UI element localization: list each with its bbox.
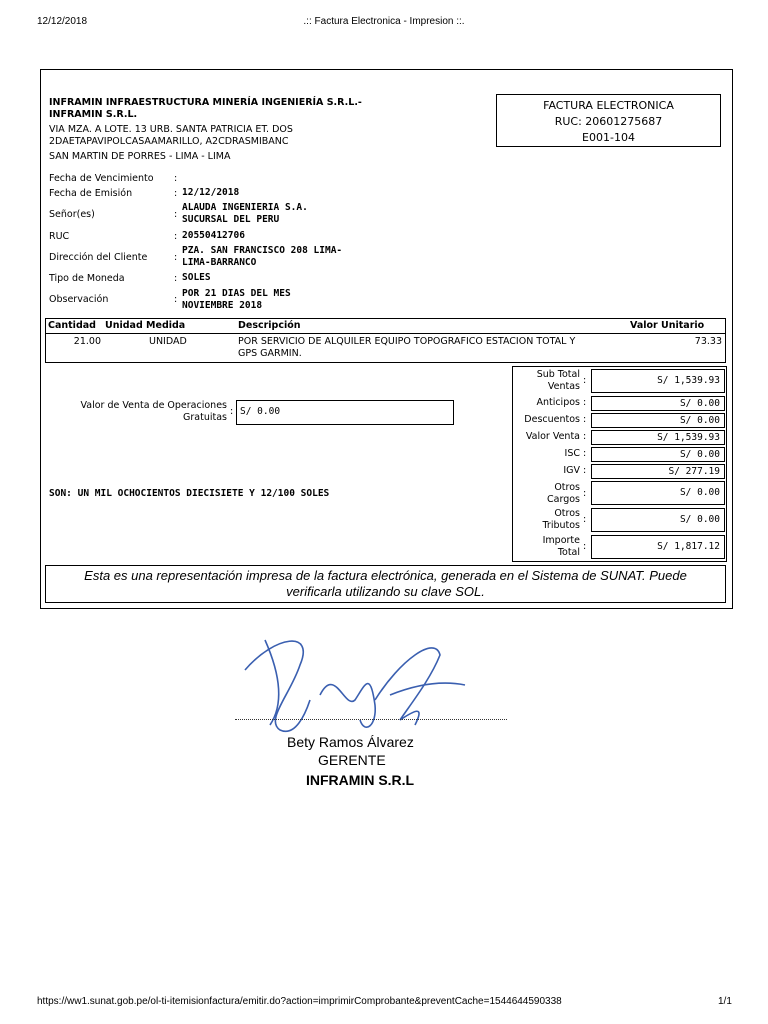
field-value-2: LIMA-BARRANCO [182, 257, 257, 268]
total-label-2: Cargos [547, 494, 580, 505]
document-ruc: RUC: 20601275687 [554, 115, 663, 128]
field-label: Dirección del Cliente [49, 252, 148, 263]
gratuitas-value: S/ 0.00 [236, 400, 454, 425]
total-label-2: Tributos [542, 520, 580, 531]
total-label: Importe [542, 535, 580, 546]
item-description-2: GPS GARMIN. [238, 348, 302, 359]
page-url: https://ww1.sunat.gob.pe/ol-ti-itemisionfactura/emitir.do?action=imprimirComprobante&preventCache=1544644590338 [37, 996, 562, 1007]
gratuitas-label-2: Gratuitas [183, 412, 227, 423]
field-colon: : [174, 188, 178, 199]
total-value: S/ 1,539.93 [591, 430, 725, 445]
field-value: ALAUDA INGENIERIA S.A. [182, 202, 308, 213]
total-label: Descuentos [524, 414, 580, 425]
amount-in-words: SON: UN MIL OCHOCIENTOS DIECISIETE Y 12/100 SOLES [49, 488, 330, 499]
total-colon: : [583, 414, 587, 425]
total-label: Valor Venta [525, 431, 580, 442]
total-label-2: Total [557, 547, 580, 558]
field-label: Fecha de Vencimiento [49, 173, 154, 184]
print-date: 12/12/2018 [37, 16, 88, 27]
total-colon: : [583, 431, 587, 442]
signature-line [235, 719, 507, 720]
total-label: Sub Total [536, 369, 580, 380]
total-colon: : [583, 514, 587, 525]
field-colon: : [174, 209, 178, 220]
total-value: S/ 0.00 [591, 413, 725, 428]
total-value: S/ 1,539.93 [591, 369, 725, 393]
column-header: Cantidad [48, 320, 96, 331]
total-colon: : [583, 465, 587, 476]
column-header: Valor Unitario [630, 320, 705, 331]
total-value: S/ 277.19 [591, 464, 725, 479]
total-colon: : [583, 397, 587, 408]
signer-name: Bety Ramos Álvarez [287, 734, 414, 750]
total-label: IGV [563, 465, 580, 476]
field-colon: : [174, 231, 178, 242]
total-label: Otros [554, 508, 580, 519]
total-label: Anticipos [536, 397, 580, 408]
signer-company: INFRAMIN S.R.L [306, 772, 415, 788]
field-value: PZA. SAN FRANCISCO 208 LIMA- [182, 245, 343, 256]
total-value: S/ 0.00 [591, 508, 725, 532]
total-colon: : [583, 375, 587, 386]
total-value: S/ 0.00 [591, 481, 725, 505]
page-title: .:: Factura Electronica - Impresion ::. [303, 16, 465, 27]
gratuitas-colon: : [230, 406, 234, 417]
field-label: Señor(es) [49, 209, 95, 220]
field-colon: : [174, 252, 178, 263]
field-label: RUC [49, 231, 70, 242]
column-header: Unidad Medida [105, 320, 186, 331]
table-header-divider [45, 333, 726, 334]
item-unit-price: 73.33 [694, 336, 722, 347]
legal-note-2: verificarla utilizando su clave SOL. [286, 584, 485, 599]
item-unit: UNIDAD [149, 336, 187, 347]
column-header: Descripción [238, 320, 301, 331]
field-label: Observación [49, 294, 109, 305]
total-colon: : [583, 488, 587, 499]
field-colon: : [174, 173, 178, 184]
field-value-2: NOVIEMBRE 2018 [182, 300, 263, 311]
signer-role: GERENTE [318, 752, 386, 768]
issuer-name-2: INFRAMIN S.R.L. [49, 109, 138, 120]
field-value-2: SUCURSAL DEL PERU [182, 214, 280, 225]
field-value: SOLES [182, 272, 211, 283]
issuer-address-1: VIA MZA. A LOTE. 13 URB. SANTA PATRICIA ET. DOS [49, 124, 293, 135]
field-value: 20550412706 [182, 230, 245, 241]
legal-note: Esta es una representación impresa de la factura electrónica, generada en el Sistema de SUNAT. Puede [84, 568, 687, 583]
signature-scribble [225, 625, 485, 740]
total-value: S/ 0.00 [591, 396, 725, 411]
field-colon: : [174, 273, 178, 284]
issuer-address-2: 2DAETAPAVIPOLCASAAMARILLO, A2CDRASMIBANC [49, 136, 289, 147]
total-colon: : [583, 541, 587, 552]
page-number: 1/1 [718, 996, 732, 1007]
field-label: Fecha de Emisión [49, 188, 133, 199]
field-value: 12/12/2018 [182, 187, 240, 198]
issuer-name: INFRAMIN INFRAESTRUCTURA MINERÍA INGENIERÍA S.R.L.- [49, 97, 362, 108]
total-colon: : [583, 448, 587, 459]
total-label: ISC [564, 448, 580, 459]
field-value: POR 21 DIAS DEL MES [182, 288, 291, 299]
field-colon: : [174, 294, 178, 305]
total-value: S/ 0.00 [591, 447, 725, 462]
item-quantity: 21.00 [73, 336, 101, 347]
document-type: FACTURA ELECTRONICA [543, 99, 674, 112]
issuer-address-3: SAN MARTIN DE PORRES - LIMA - LIMA [49, 151, 231, 162]
total-label-2: Ventas [547, 381, 580, 392]
item-description: POR SERVICIO DE ALQUILER EQUIPO TOPOGRAFICO ESTACION TOTAL Y [238, 336, 576, 347]
total-label: Otros [554, 482, 580, 493]
field-label: Tipo de Moneda [49, 273, 125, 284]
total-value: S/ 1,817.12 [591, 535, 725, 559]
gratuitas-label: Valor de Venta de Operaciones [80, 400, 227, 411]
document-number: E001-104 [582, 131, 635, 144]
